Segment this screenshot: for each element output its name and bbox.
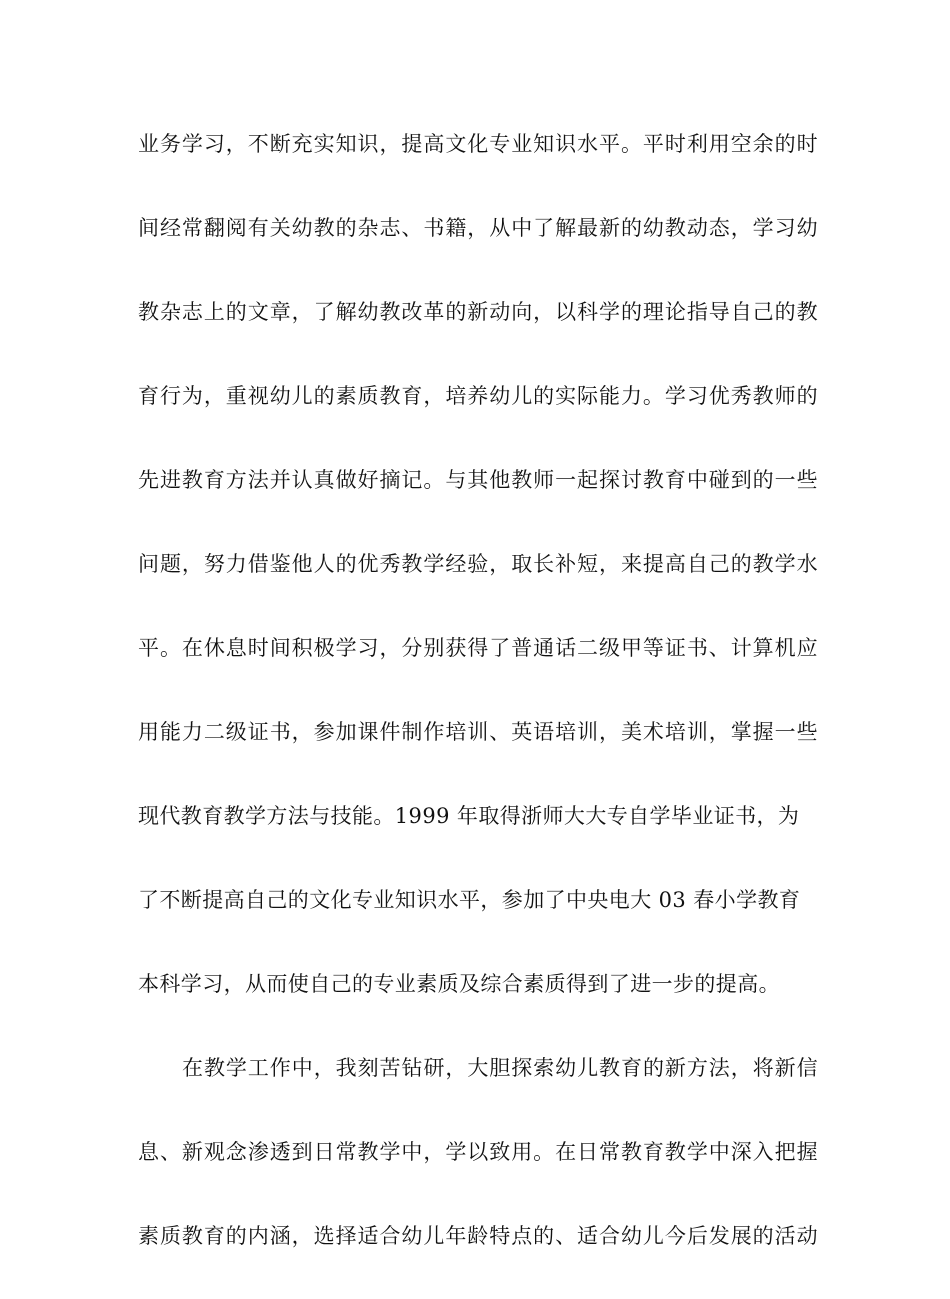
text-line: 教杂志上的文章，了解幼教改革的新动向，以科学的理论指导自己的教 (138, 300, 818, 324)
text-line: 素质教育的内涵，选择适合幼儿年龄特点的、适合幼儿今后发展的活动 (138, 1224, 818, 1248)
text-line: 了不断提高自己的文化专业知识水平，参加了中央电大 03 春小学教育 (138, 888, 801, 912)
text-line: 用能力二级证书，参加课件制作培训、英语培训，美术培训，掌握一些 (138, 720, 818, 744)
text-line: 先进教育方法并认真做好摘记。与其他教师一起探讨教育中碰到的一些 (138, 468, 818, 492)
text-line: 问题，努力借鉴他人的优秀教学经验，取长补短，来提高自己的教学水 (138, 552, 818, 576)
text-line: 业务学习，不断充实知识，提高文化专业知识水平。平时利用空余的时 (138, 132, 818, 156)
text-line: 息、新观念渗透到日常教学中，学以致用。在日常教育教学中深入把握 (138, 1140, 818, 1164)
body-text (138, 123, 818, 1299)
text-line-paragraph-end: 本科学习，从而使自己的专业素质及综合素质得到了进一步的提高。 (138, 972, 780, 996)
text-line: 间经常翻阅有关幼教的杂志、书籍，从中了解最新的幼教动态，学习幼 (138, 216, 818, 240)
text-line: 现代教育教学方法与技能。1999 年取得浙师大大专自学毕业证书，为 (138, 804, 800, 828)
text-line: 平。在休息时间积极学习，分别获得了普通话二级甲等证书、计算机应 (138, 636, 818, 660)
text-line-paragraph-start: 在教学工作中，我刻苦钻研，大胆探索幼儿教育的新方法，将新信 (182, 1056, 818, 1080)
text-line: 育行为，重视幼儿的素质教育，培养幼儿的实际能力。学习优秀教师的 (138, 384, 818, 408)
